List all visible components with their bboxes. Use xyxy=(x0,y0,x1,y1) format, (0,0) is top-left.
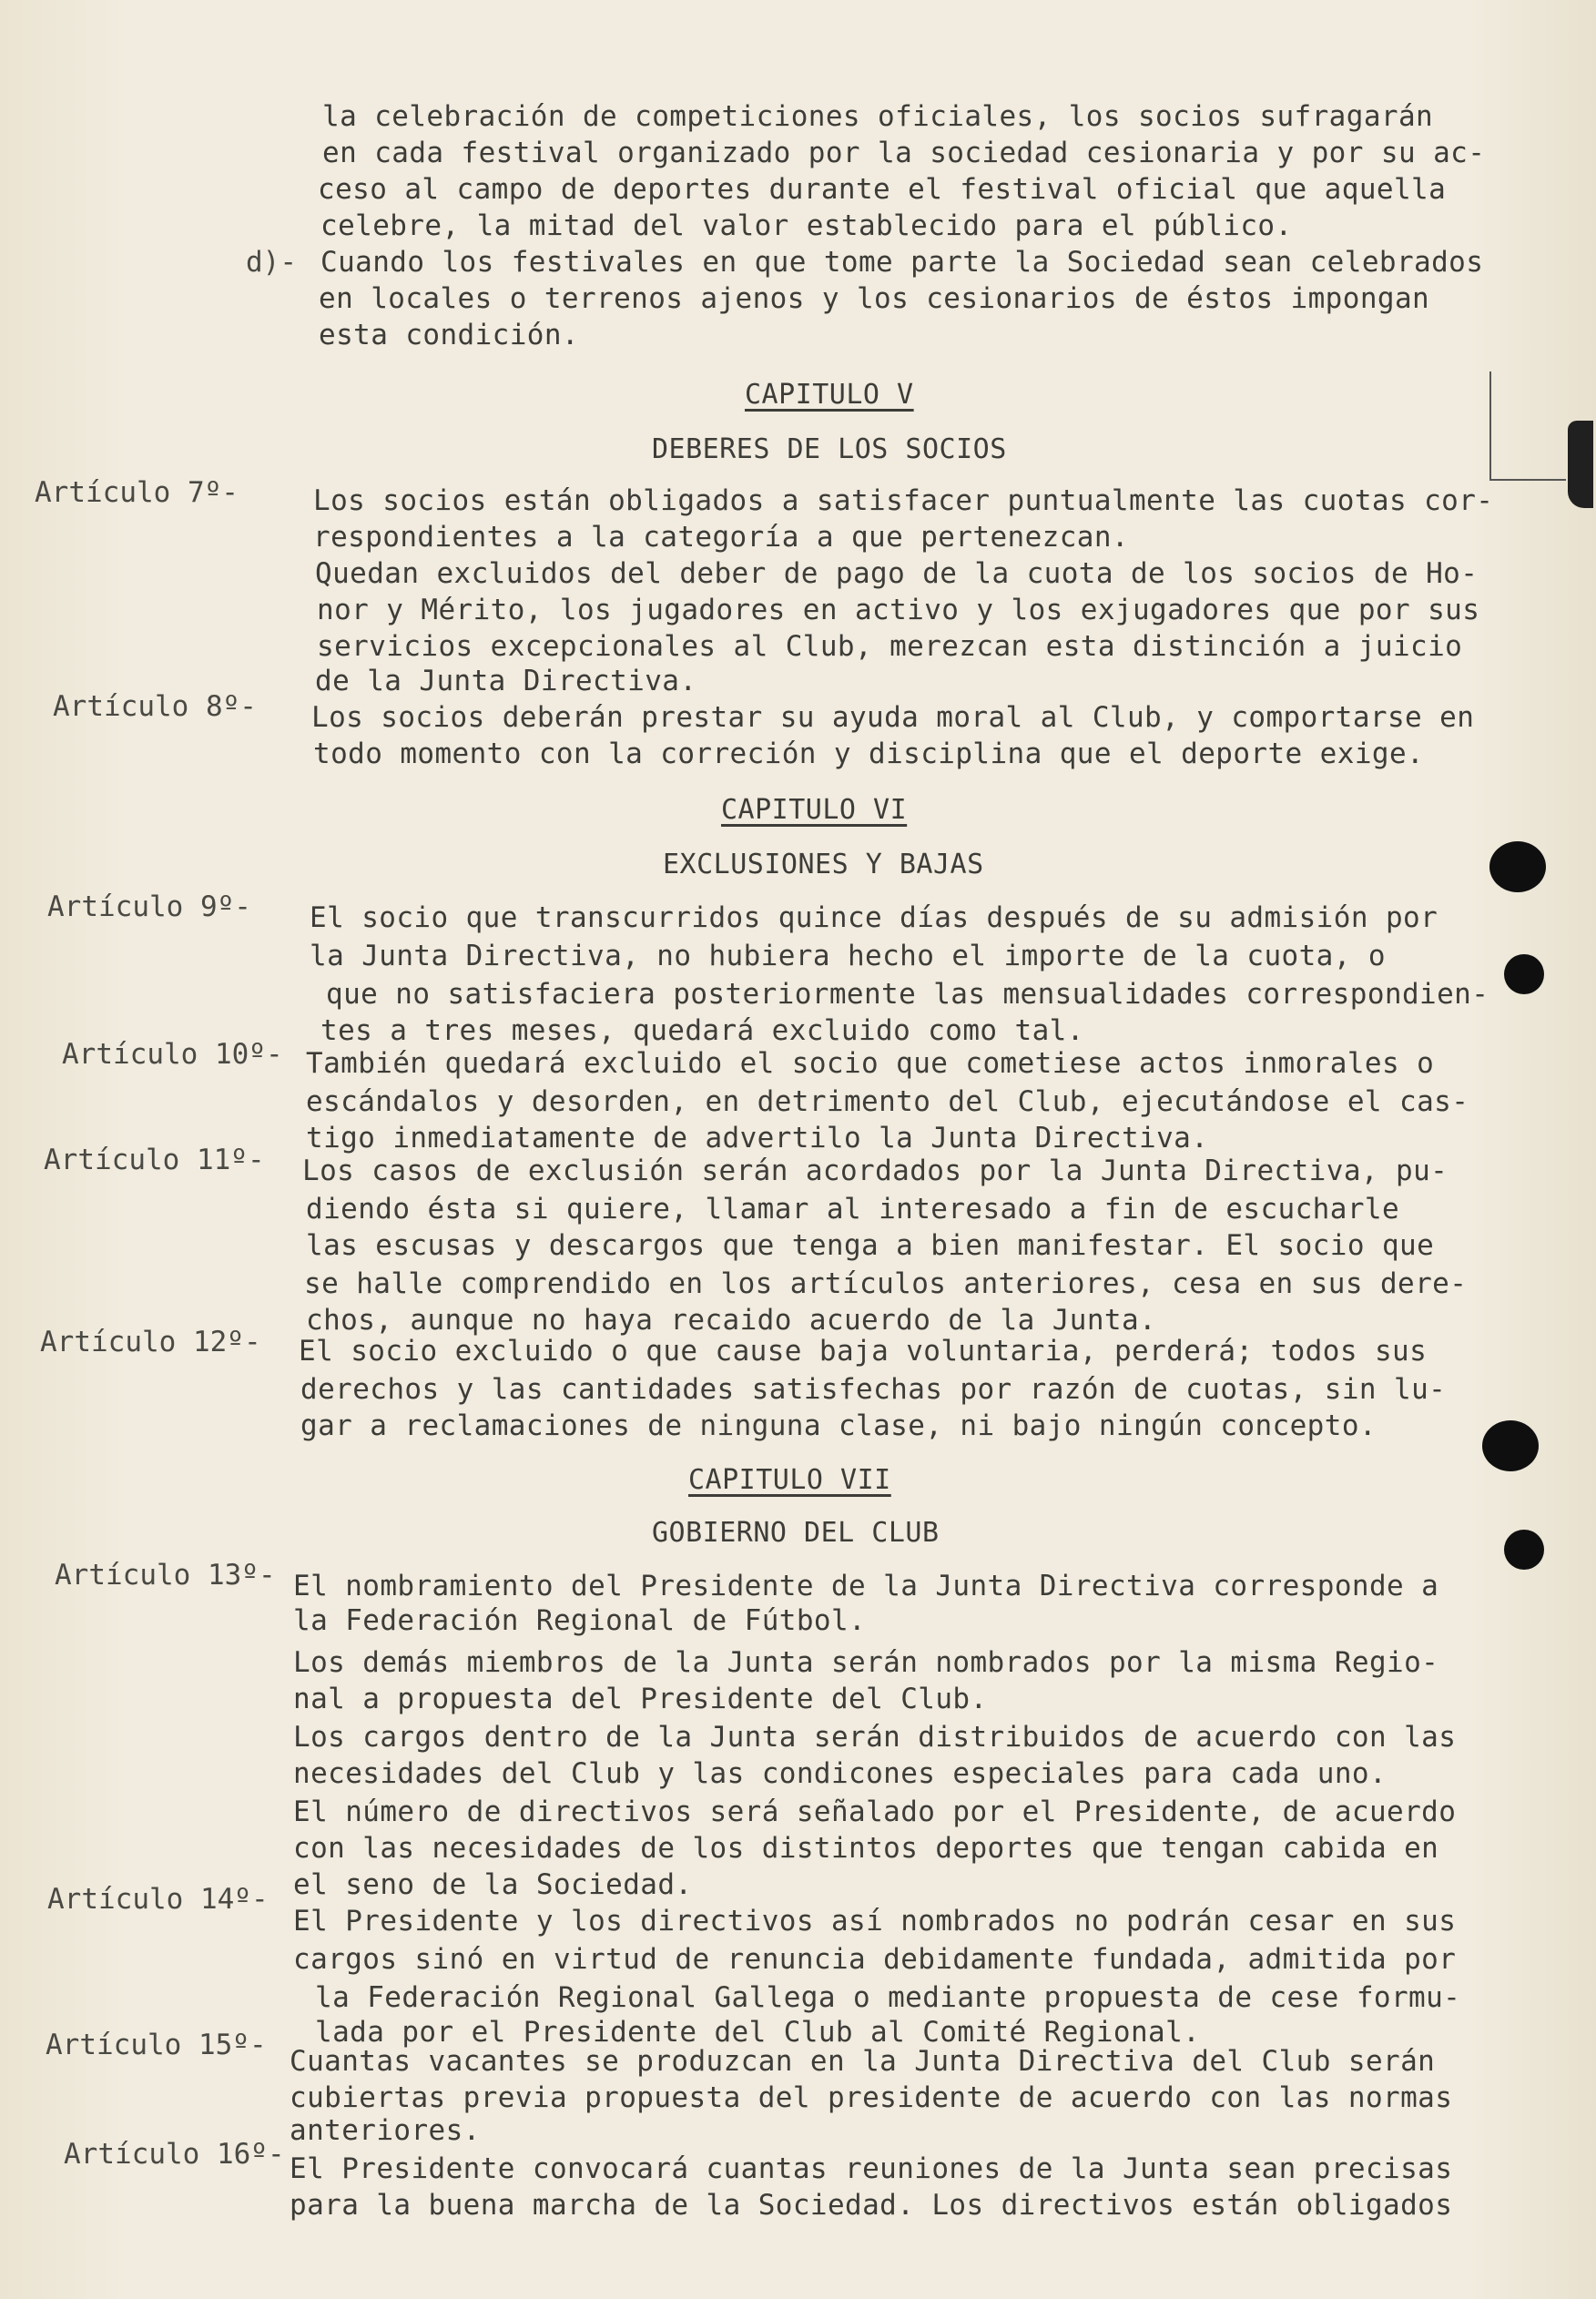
text-line: El nombramiento del Presidente de la Junta Directiva corresponde a xyxy=(293,1570,1439,1602)
text-line: escándalos y desorden, en detrimento del Club, ejecutándose el cas- xyxy=(306,1085,1469,1118)
text-line: tigo inmediatamente de advertilo la Junta Directiva. xyxy=(306,1122,1209,1155)
text-line: necesidades del Club y las condicones especiales para cada uno. xyxy=(293,1757,1388,1790)
text-line: en locales o terrenos ajenos y los cesionarios de éstos impongan xyxy=(319,282,1430,315)
text-line: Los demás miembros de la Junta serán nombrados por la misma Regio- xyxy=(293,1646,1439,1679)
text-line: que no satisfaciera posteriormente las mensualidades correspondien- xyxy=(326,978,1489,1011)
chapter-subtitle: GOBIERNO DEL CLUB xyxy=(652,1517,940,1549)
article-label: Artículo 15º- xyxy=(46,2029,267,2061)
text-line: derechos y las cantidades satisfechas por razón de cuotas, sin lu- xyxy=(300,1373,1447,1406)
text-line: la Federación Regional de Fútbol. xyxy=(293,1604,867,1637)
article-label: Artículo 14º- xyxy=(47,1883,269,1916)
text-line: en cada festival organizado por la sociedad cesionaria y por su ac- xyxy=(322,137,1486,169)
punch-hole xyxy=(1504,954,1544,994)
article-label: Artículo 13º- xyxy=(55,1559,276,1592)
text-line: celebre, la mitad del valor establecido para el público. xyxy=(320,209,1293,242)
article-label: Artículo 12º- xyxy=(40,1326,261,1358)
text-line: chos, aunque no haya recaido acuerdo de la Junta. xyxy=(306,1304,1157,1337)
text-line: tes a tres meses, quedará excluido como tal. xyxy=(320,1014,1084,1047)
article-label: Artículo 7º- xyxy=(35,476,239,509)
edge-mark xyxy=(1489,371,1491,481)
text-line: la Junta Directiva, no hubiera hecho el importe de la cuota, o xyxy=(310,940,1386,972)
chapter-subtitle: EXCLUSIONES Y BAJAS xyxy=(663,849,984,880)
text-line: cargos sinó en virtud de renuncia debidamente fundada, admitida por xyxy=(293,1943,1457,1976)
punch-hole xyxy=(1489,841,1546,892)
text-line: Quedan excluidos del deber de pago de la cuota de los socios de Ho- xyxy=(315,557,1479,590)
text-line: Los socios deberán prestar su ayuda moral al Club, y comportarse en xyxy=(311,701,1475,734)
text-line: El socio que transcurridos quince días después de su admisión por xyxy=(310,901,1438,934)
text-line: para la buena marcha de la Sociedad. Los directivos están obligados xyxy=(290,2189,1453,2222)
text-line: cubiertas previa propuesta del presidente de acuerdo con las normas xyxy=(290,2081,1453,2114)
text-line: nal a propuesta del Presidente del Club. xyxy=(293,1683,988,1715)
text-line: el seno de la Sociedad. xyxy=(293,1868,693,1901)
article-label: Artículo 9º- xyxy=(47,890,251,923)
text-line: anteriores. xyxy=(290,2114,481,2147)
text-line: nor y Mérito, los jugadores en activo y los exjugadores que por sus xyxy=(317,594,1480,626)
article-label: Artículo 16º- xyxy=(64,2138,285,2171)
text-line: Cuando los festivales en que tome parte la Sociedad sean celebrados xyxy=(320,246,1484,279)
chapter-title: CAPITULO V xyxy=(745,379,914,411)
text-line: esta condición. xyxy=(319,319,579,351)
text-line: se halle comprendido en los artículos anteriores, cesa en sus dere- xyxy=(304,1267,1468,1300)
text-line: diendo ésta si quiere, llamar al interesado a fin de escucharle xyxy=(306,1193,1400,1226)
text-line: con las necesidades de los distintos deportes que tengan cabida en xyxy=(293,1832,1439,1865)
text-line: gar a reclamaciones de ninguna clase, ni bajo ningún concepto. xyxy=(300,1409,1377,1442)
edge-mark xyxy=(1568,421,1593,508)
chapter-title: CAPITULO VII xyxy=(688,1464,891,1496)
chapter-title: CAPITULO VI xyxy=(721,794,908,826)
text-line: servicios excepcionales al Club, merezcan esta distinción a juicio xyxy=(317,630,1463,663)
text-line: la celebración de competiciones oficiales, los socios sufragarán xyxy=(322,100,1434,133)
text-line: Cuantas vacantes se produzcan en la Junta Directiva del Club serán xyxy=(290,2045,1436,2078)
text-line: Los socios están obligados a satisfacer puntualmente las cuotas cor- xyxy=(313,484,1494,517)
item-label: d)- xyxy=(246,246,297,279)
text-line: El Presidente convocará cuantas reuniones de la Junta sean precisas xyxy=(290,2152,1453,2185)
text-line: Los casos de exclusión serán acordados por la Junta Directiva, pu- xyxy=(302,1155,1449,1187)
chapter-subtitle: DEBERES DE LOS SOCIOS xyxy=(652,433,1007,465)
text-line: El socio excluido o que cause baja voluntaria, perderá; todos sus xyxy=(299,1335,1428,1368)
text-line: lada por el Presidente del Club al Comité Regional. xyxy=(315,2016,1201,2049)
text-line: También quedará excluido el socio que cometiese actos inmorales o xyxy=(306,1047,1435,1080)
text-line: El Presidente y los directivos así nombrados no podrán cesar en sus xyxy=(293,1905,1457,1938)
text-line: todo momento con la correción y disciplina que el deporte exige. xyxy=(313,738,1425,770)
text-line: de la Junta Directiva. xyxy=(315,665,697,697)
edge-mark xyxy=(1489,479,1566,481)
article-label: Artículo 10º- xyxy=(62,1038,283,1071)
article-label: Artículo 8º- xyxy=(53,690,257,723)
text-line: ceso al campo de deportes durante el festival oficial que aquella xyxy=(318,173,1447,206)
text-line: las escusas y descargos que tenga a bien manifestar. El socio que xyxy=(306,1229,1435,1262)
text-line: El número de directivos será señalado por el Presidente, de acuerdo xyxy=(293,1795,1457,1828)
punch-hole xyxy=(1482,1420,1539,1471)
punch-hole xyxy=(1504,1530,1544,1570)
text-line: Los cargos dentro de la Junta serán distribuidos de acuerdo con las xyxy=(293,1721,1457,1754)
text-line: la Federación Regional Gallega o mediante propuesta de cese formu- xyxy=(315,1981,1461,2014)
text-line: respondientes a la categoría a que pertenezcan. xyxy=(313,521,1129,554)
article-label: Artículo 11º- xyxy=(44,1144,265,1176)
